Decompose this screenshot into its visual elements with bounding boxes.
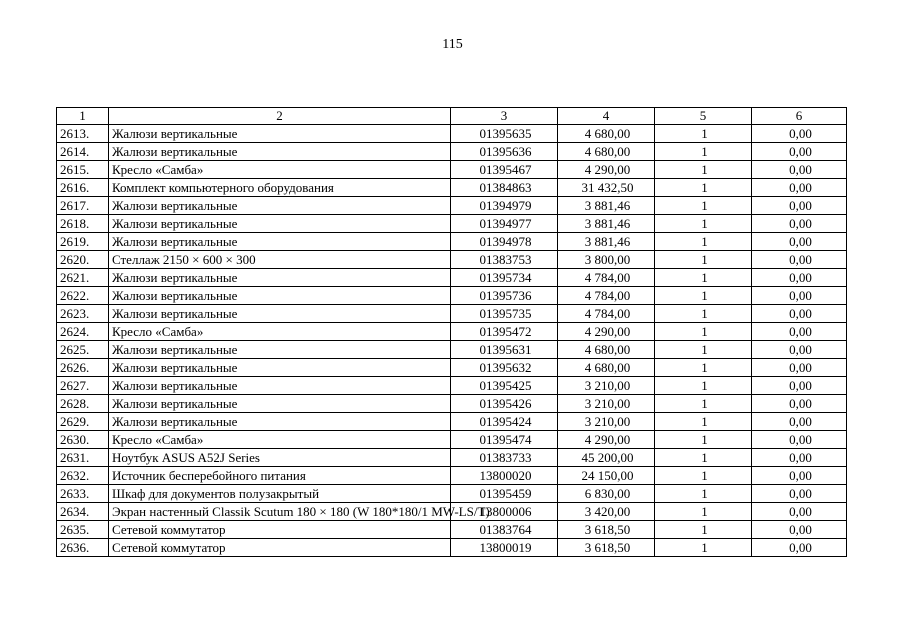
item-quantity: 1 [655, 125, 752, 143]
inventory-code: 01383764 [451, 521, 558, 539]
item-quantity: 1 [655, 305, 752, 323]
item-quantity: 1 [655, 197, 752, 215]
item-quantity: 1 [655, 143, 752, 161]
item-price: 31 432,50 [558, 179, 655, 197]
item-name: Сетевой коммутатор [109, 539, 451, 557]
row-number: 2633. [57, 485, 109, 503]
table-row [57, 377, 847, 395]
inventory-code: 01394978 [451, 233, 558, 251]
item-quantity: 1 [655, 359, 752, 377]
item-quantity: 1 [655, 503, 752, 521]
residual-value: 0,00 [752, 485, 847, 503]
residual-value: 0,00 [752, 341, 847, 359]
item-name: Жалюзи вертикальные [109, 233, 451, 251]
item-quantity: 1 [655, 395, 752, 413]
table-row [57, 359, 847, 377]
item-price: 3 210,00 [558, 395, 655, 413]
inventory-table [56, 107, 847, 557]
item-name: Стеллаж 2150 × 600 × 300 [109, 251, 451, 269]
inventory-code: 13800019 [451, 539, 558, 557]
column-header: 3 [451, 108, 558, 125]
inventory-code: 01395735 [451, 305, 558, 323]
row-number: 2619. [57, 233, 109, 251]
item-price: 4 784,00 [558, 287, 655, 305]
inventory-code: 01395424 [451, 413, 558, 431]
residual-value: 0,00 [752, 323, 847, 341]
residual-value: 0,00 [752, 539, 847, 557]
table-row [57, 161, 847, 179]
table-row [57, 197, 847, 215]
row-number: 2624. [57, 323, 109, 341]
residual-value: 0,00 [752, 269, 847, 287]
column-header: 4 [558, 108, 655, 125]
column-header: 1 [57, 108, 109, 125]
row-number: 2630. [57, 431, 109, 449]
row-number: 2613. [57, 125, 109, 143]
item-name: Жалюзи вертикальные [109, 143, 451, 161]
item-name: Жалюзи вертикальные [109, 359, 451, 377]
table-row [57, 287, 847, 305]
item-name: Шкаф для документов полузакрытый [109, 485, 451, 503]
residual-value: 0,00 [752, 503, 847, 521]
inventory-code: 01395474 [451, 431, 558, 449]
item-quantity: 1 [655, 323, 752, 341]
item-name: Экран настенный Classik Scutum 180 × 180 (W 180*180/1 MW-LS/T) [109, 503, 451, 521]
table-row [57, 251, 847, 269]
inventory-code: 01395467 [451, 161, 558, 179]
table-row [57, 431, 847, 449]
item-quantity: 1 [655, 485, 752, 503]
residual-value: 0,00 [752, 233, 847, 251]
row-number: 2626. [57, 359, 109, 377]
table-row [57, 395, 847, 413]
row-number: 2627. [57, 377, 109, 395]
item-price: 3 210,00 [558, 413, 655, 431]
table-row [57, 323, 847, 341]
residual-value: 0,00 [752, 521, 847, 539]
table-row [57, 179, 847, 197]
row-number: 2631. [57, 449, 109, 467]
item-quantity: 1 [655, 377, 752, 395]
row-number: 2615. [57, 161, 109, 179]
table-row [57, 539, 847, 557]
item-quantity: 1 [655, 449, 752, 467]
item-price: 3 881,46 [558, 197, 655, 215]
item-name: Жалюзи вертикальные [109, 269, 451, 287]
column-header: 6 [752, 108, 847, 125]
row-number: 2636. [57, 539, 109, 557]
row-number: 2622. [57, 287, 109, 305]
residual-value: 0,00 [752, 197, 847, 215]
item-name: Жалюзи вертикальные [109, 215, 451, 233]
item-quantity: 1 [655, 521, 752, 539]
inventory-code: 01395635 [451, 125, 558, 143]
residual-value: 0,00 [752, 395, 847, 413]
inventory-code: 01395734 [451, 269, 558, 287]
residual-value: 0,00 [752, 359, 847, 377]
item-quantity: 1 [655, 233, 752, 251]
residual-value: 0,00 [752, 431, 847, 449]
item-price: 4 680,00 [558, 359, 655, 377]
inventory-code: 01395636 [451, 143, 558, 161]
item-name: Кресло «Самба» [109, 431, 451, 449]
residual-value: 0,00 [752, 125, 847, 143]
table-row [57, 215, 847, 233]
item-quantity: 1 [655, 251, 752, 269]
item-price: 24 150,00 [558, 467, 655, 485]
table-row [57, 485, 847, 503]
item-name: Жалюзи вертикальные [109, 413, 451, 431]
row-number: 2632. [57, 467, 109, 485]
residual-value: 0,00 [752, 449, 847, 467]
item-name: Жалюзи вертикальные [109, 287, 451, 305]
item-price: 4 784,00 [558, 305, 655, 323]
item-price: 4 680,00 [558, 341, 655, 359]
inventory-code: 01394977 [451, 215, 558, 233]
item-price: 3 800,00 [558, 251, 655, 269]
table-header-row [57, 108, 847, 125]
item-price: 4 290,00 [558, 323, 655, 341]
inventory-code: 01395736 [451, 287, 558, 305]
row-number: 2634. [57, 503, 109, 521]
residual-value: 0,00 [752, 467, 847, 485]
item-name: Жалюзи вертикальные [109, 395, 451, 413]
inventory-code: 01395425 [451, 377, 558, 395]
item-price: 4 680,00 [558, 143, 655, 161]
item-name: Кресло «Самба» [109, 323, 451, 341]
item-name: Жалюзи вертикальные [109, 305, 451, 323]
item-quantity: 1 [655, 161, 752, 179]
table-row [57, 467, 847, 485]
item-price: 3 618,50 [558, 521, 655, 539]
item-price: 6 830,00 [558, 485, 655, 503]
row-number: 2614. [57, 143, 109, 161]
item-quantity: 1 [655, 539, 752, 557]
item-quantity: 1 [655, 215, 752, 233]
page-number: 115 [442, 37, 463, 52]
item-quantity: 1 [655, 287, 752, 305]
inventory-code: 13800006 [451, 503, 558, 521]
item-price: 3 420,00 [558, 503, 655, 521]
item-name: Комплект компьютерного оборудования [109, 179, 451, 197]
item-name: Жалюзи вертикальные [109, 341, 451, 359]
inventory-code: 01395632 [451, 359, 558, 377]
residual-value: 0,00 [752, 161, 847, 179]
item-name: Жалюзи вертикальные [109, 197, 451, 215]
item-price: 3 881,46 [558, 215, 655, 233]
inventory-code: 01395472 [451, 323, 558, 341]
item-name: Жалюзи вертикальные [109, 125, 451, 143]
table-body [57, 125, 847, 557]
item-price: 3 618,50 [558, 539, 655, 557]
table-row [57, 341, 847, 359]
inventory-code: 01394979 [451, 197, 558, 215]
row-number: 2620. [57, 251, 109, 269]
item-price: 3 210,00 [558, 377, 655, 395]
table-row [57, 233, 847, 251]
row-number: 2616. [57, 179, 109, 197]
item-quantity: 1 [655, 413, 752, 431]
item-quantity: 1 [655, 179, 752, 197]
item-price: 45 200,00 [558, 449, 655, 467]
item-price: 3 881,46 [558, 233, 655, 251]
table-row [57, 269, 847, 287]
row-number: 2618. [57, 215, 109, 233]
row-number: 2625. [57, 341, 109, 359]
residual-value: 0,00 [752, 179, 847, 197]
row-number: 2629. [57, 413, 109, 431]
table-row [57, 449, 847, 467]
table-row [57, 305, 847, 323]
residual-value: 0,00 [752, 251, 847, 269]
residual-value: 0,00 [752, 215, 847, 233]
column-header: 2 [109, 108, 451, 125]
residual-value: 0,00 [752, 305, 847, 323]
item-name: Сетевой коммутатор [109, 521, 451, 539]
item-quantity: 1 [655, 269, 752, 287]
table-row [57, 143, 847, 161]
row-number: 2623. [57, 305, 109, 323]
inventory-code: 01383733 [451, 449, 558, 467]
row-number: 2628. [57, 395, 109, 413]
table-row [57, 521, 847, 539]
residual-value: 0,00 [752, 413, 847, 431]
item-name: Кресло «Самба» [109, 161, 451, 179]
item-price: 4 290,00 [558, 431, 655, 449]
item-price: 4 680,00 [558, 125, 655, 143]
inventory-code: 01395426 [451, 395, 558, 413]
item-name: Жалюзи вертикальные [109, 377, 451, 395]
row-number: 2621. [57, 269, 109, 287]
item-price: 4 784,00 [558, 269, 655, 287]
row-number: 2617. [57, 197, 109, 215]
row-number: 2635. [57, 521, 109, 539]
item-quantity: 1 [655, 341, 752, 359]
item-name: Источник бесперебойного питания [109, 467, 451, 485]
inventory-code: 01383753 [451, 251, 558, 269]
residual-value: 0,00 [752, 143, 847, 161]
residual-value: 0,00 [752, 377, 847, 395]
table-row [57, 413, 847, 431]
item-quantity: 1 [655, 431, 752, 449]
residual-value: 0,00 [752, 287, 847, 305]
item-quantity: 1 [655, 467, 752, 485]
table-row [57, 503, 847, 521]
inventory-code: 01395459 [451, 485, 558, 503]
column-header: 5 [655, 108, 752, 125]
inventory-code: 01395631 [451, 341, 558, 359]
inventory-code: 13800020 [451, 467, 558, 485]
table-row [57, 125, 847, 143]
item-price: 4 290,00 [558, 161, 655, 179]
item-name: Ноутбук ASUS A52J Series [109, 449, 451, 467]
inventory-code: 01384863 [451, 179, 558, 197]
